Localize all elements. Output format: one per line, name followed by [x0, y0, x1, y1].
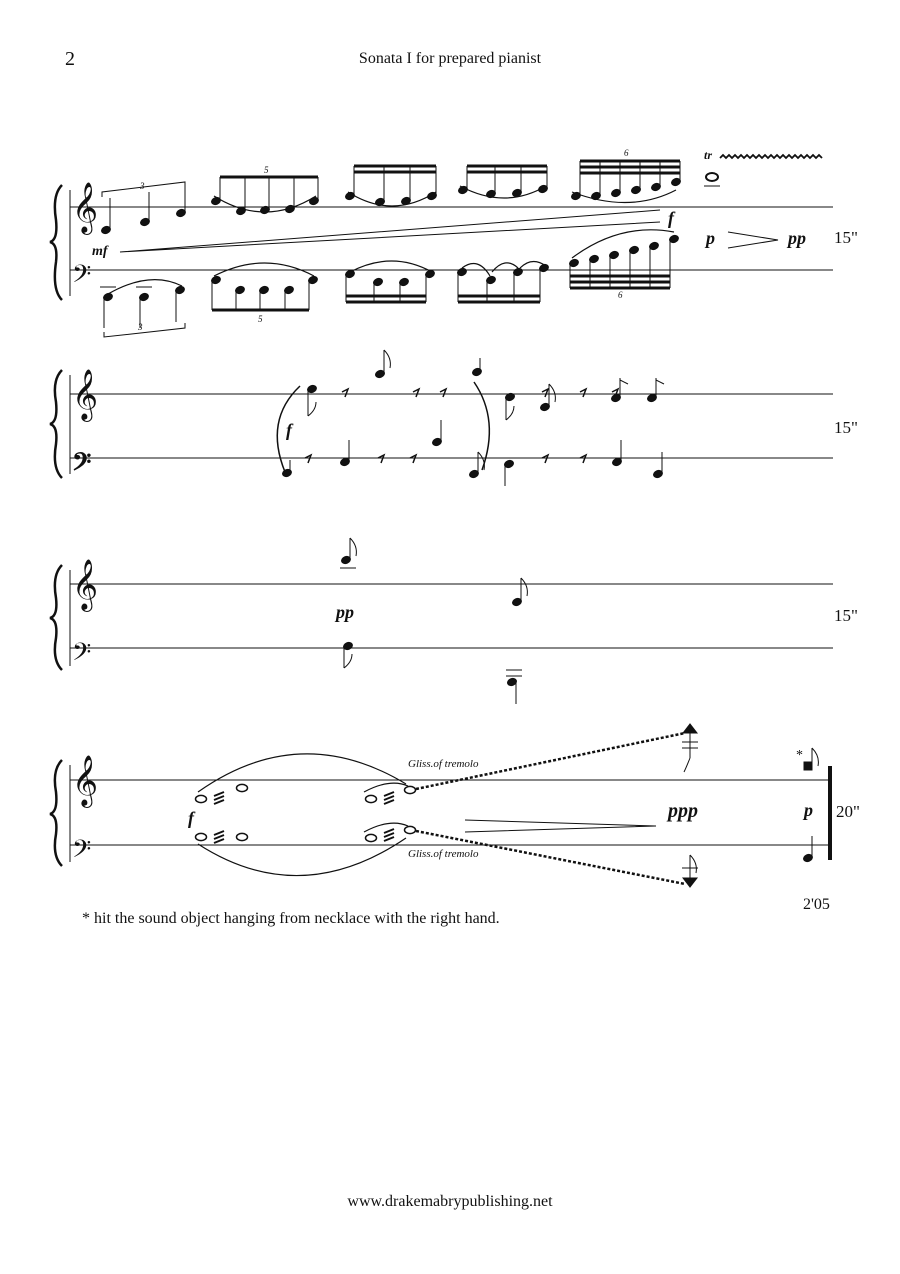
- trill-whole-note: [704, 155, 822, 186]
- bass-sixteenths-2: [456, 261, 549, 302]
- tuplet-6-treble: 6: [624, 148, 629, 158]
- dynamic-mf: mf: [92, 244, 108, 259]
- system-2: [50, 350, 833, 486]
- dynamic-pp: pp: [788, 228, 806, 248]
- treble-sixteenths-1: [344, 166, 437, 207]
- svg-text:𝄞: 𝄞: [72, 559, 99, 610]
- bass-clef: 𝄢: [72, 260, 92, 295]
- total-duration: 2'05: [803, 896, 830, 913]
- system-4: [50, 724, 830, 887]
- svg-text:𝄢: 𝄢: [72, 448, 92, 483]
- dynamic-f: f: [668, 208, 674, 228]
- svg-text:𝄞: 𝄞: [72, 755, 99, 806]
- gliss-label-treble: Gliss.of tremolo: [408, 758, 479, 770]
- system-4-dynamic-ppp: ppp: [668, 800, 698, 822]
- bass-sextuplet: [568, 230, 679, 288]
- tremolo-notes: [196, 754, 416, 876]
- publisher-url[interactable]: www.drakemabrypublishing.net: [347, 1193, 553, 1210]
- system-3: [50, 538, 833, 704]
- tuplet-3-bass: 3: [138, 322, 143, 332]
- dynamic-p: p: [706, 228, 715, 248]
- gliss-label-bass: Gliss.of tremolo: [408, 848, 479, 860]
- crescendo-hairpin: [120, 210, 660, 252]
- treble-sixteenths-2: [457, 166, 548, 199]
- tuplet-5-treble: 5: [264, 165, 269, 175]
- score-title: Sonata I for prepared pianist: [358, 50, 542, 67]
- system-3-notes: [340, 538, 527, 704]
- system-4-duration: 20": [836, 802, 860, 821]
- tuplet-5-bass: 5: [258, 314, 263, 324]
- treble-sextuplet: [570, 161, 681, 203]
- system-1-duration: 15": [834, 228, 858, 247]
- footnote-asterisk-mark: *: [796, 748, 803, 763]
- footnote: * hit the sound object hanging from necklace with the right hand.: [82, 910, 500, 927]
- tuplet-6-bass: 6: [618, 290, 623, 300]
- treble-quintuplet: [210, 177, 319, 216]
- svg-text:𝄢: 𝄢: [72, 638, 92, 673]
- bass-sixteenths-1: [344, 261, 435, 302]
- system-3-duration: 15": [834, 606, 858, 625]
- system-2-duration: 15": [834, 418, 858, 437]
- system-2-bass-notes: [339, 420, 663, 486]
- system-2-treble-notes: [306, 350, 664, 420]
- svg-text:𝄢: 𝄢: [72, 835, 92, 870]
- system-2-dynamic-f: f: [286, 420, 292, 440]
- system-4-dynamic-f: f: [188, 808, 194, 828]
- glissando-lines: [416, 733, 685, 884]
- system-1: [50, 155, 833, 337]
- svg-text:𝄞: 𝄞: [72, 369, 99, 420]
- tuplet-3-treble: 3: [140, 181, 145, 191]
- treble-clef: 𝄞: [72, 182, 99, 233]
- decrescendo-hairpin: [728, 232, 778, 248]
- trill-mark: tr: [704, 148, 713, 162]
- decrescendo-ppp: [465, 820, 656, 832]
- system-3-dynamic-pp: pp: [336, 602, 354, 622]
- rests: [305, 389, 618, 463]
- system-4-dynamic-p: p: [804, 800, 813, 820]
- page-number: 2: [65, 48, 75, 70]
